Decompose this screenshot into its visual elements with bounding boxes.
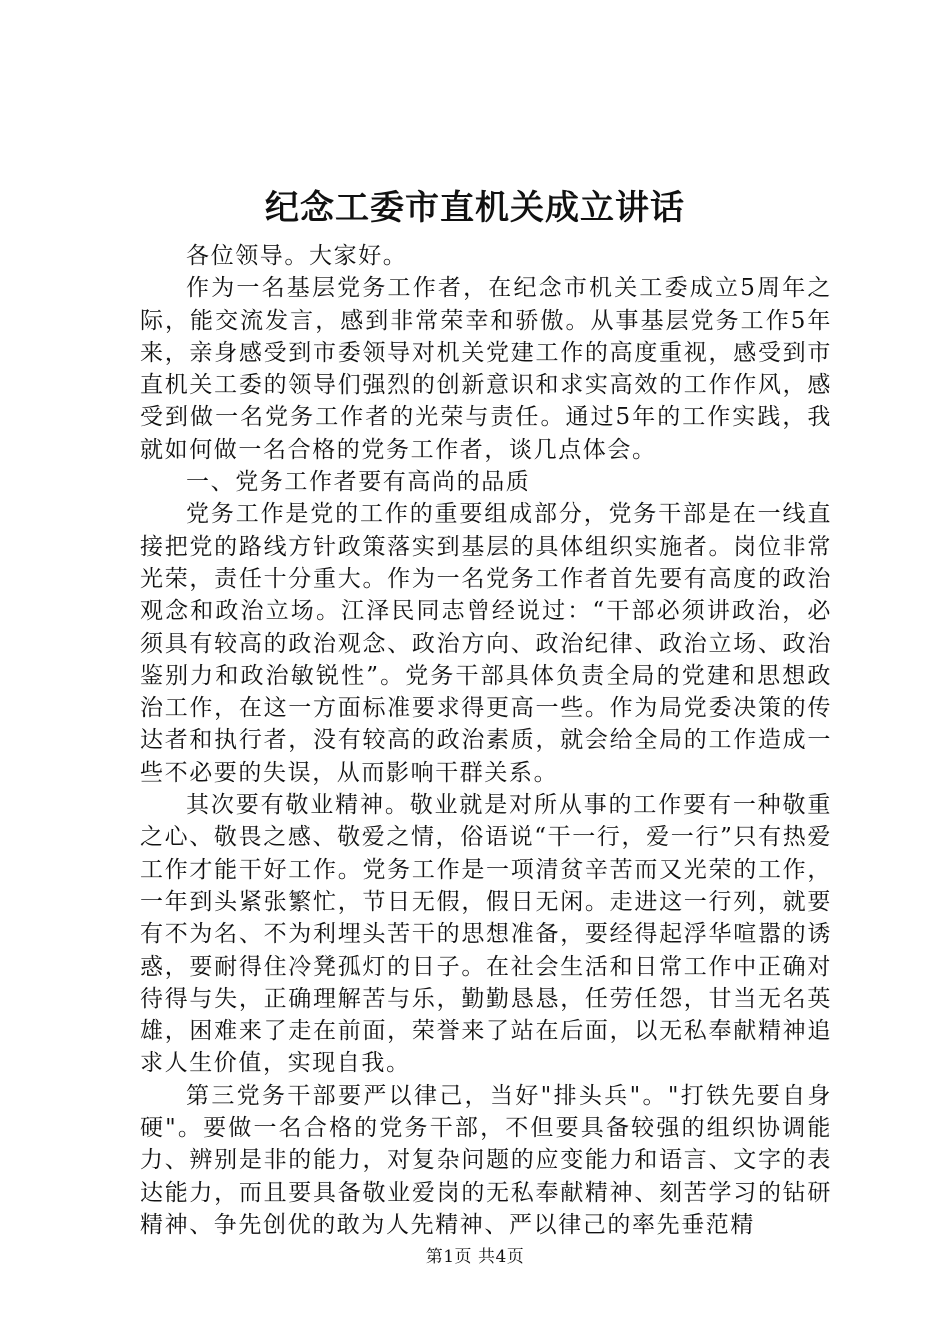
document-title: 纪念工委市直机关成立讲话 xyxy=(265,188,685,228)
section-heading: 一、党务工作者要有高尚的品质 xyxy=(186,469,531,496)
page-number-footer: 第1页 共4页 xyxy=(425,1247,525,1267)
body-paragraph: 其次要有敬业精神。敬业就是对所从事的工作要有一种敬重之心、敬畏之感、敬爱之情，俗语说“干一行，爱一行”只有热爱工作才能干好工作。党务工作是一项清贫辛苦而又光荣的工作，一年到头紧张繁忙，节日无假，假日无闲。走进这一行列，就要有不为名、不为利埋头苦干的思想准备，要经得起浮华喧嚣的诱惑，要耐得住冷凳孤灯的日子。在社会生活和日常工作中正确对待得与失，正确理解苦与乐，勤勤恳恳，任劳任怨，甘当无名英雄，困难来了走在前面，荣誉来了站在后面，以无私奉献精神追求人生价值，实现自我。 xyxy=(140,792,832,1077)
body-paragraph: 第三党务干部要严以律己，当好"排头兵"。"打铁先要自身硬"。要做一名合格的党务干部，不但要具备较强的组织协调能力、辨别是非的能力，对复杂问题的应变能力和语言、文字的表达能力，而且要具备敬业爱岗的无私奉献精神、刻苦学习的钻研精神、争先创优的敢为人先精神、严以律己的率先垂范精 xyxy=(140,1082,832,1238)
body-paragraph: 党务工作是党的工作的重要组成部分，党务干部是在一线直接把党的路线方针政策落实到基层的具体组织实施者。岗位非常光荣，责任十分重大。作为一名党务工作者首先要有高度的政治观念和政治立场。江泽民同志曾经说过：“干部必须讲政治，必须具有较高的政治观念、政治方向、政治纪律、政治立场、政治鉴别力和政治敏锐性”。党务干部具体负责全局的党建和思想政治工作，在这一方面标准要求得更高一些。作为局党委决策的传达者和执行者，没有较高的政治素质，就会给全局的工作造成一些不必要的失误，从而影响干群关系。 xyxy=(140,501,832,786)
intro-paragraph: 作为一名基层党务工作者，在纪念市机关工委成立5周年之际，能交流发言，感到非常荣幸和骄傲。从事基层党务工作5年来，亲身感受到市委领导对机关党建工作的高度重视，感受到市直机关工委的领导们强烈的创新意识和求实高效的工作作风，感受到做一名党务工作者的光荣与责任。通过5年的工作实践，我就如何做一名合格的党务工作者，谈几点体会。 xyxy=(140,275,832,463)
greeting-paragraph: 各位领导。大家好。 xyxy=(186,243,408,269)
document-body xyxy=(140,240,832,1241)
